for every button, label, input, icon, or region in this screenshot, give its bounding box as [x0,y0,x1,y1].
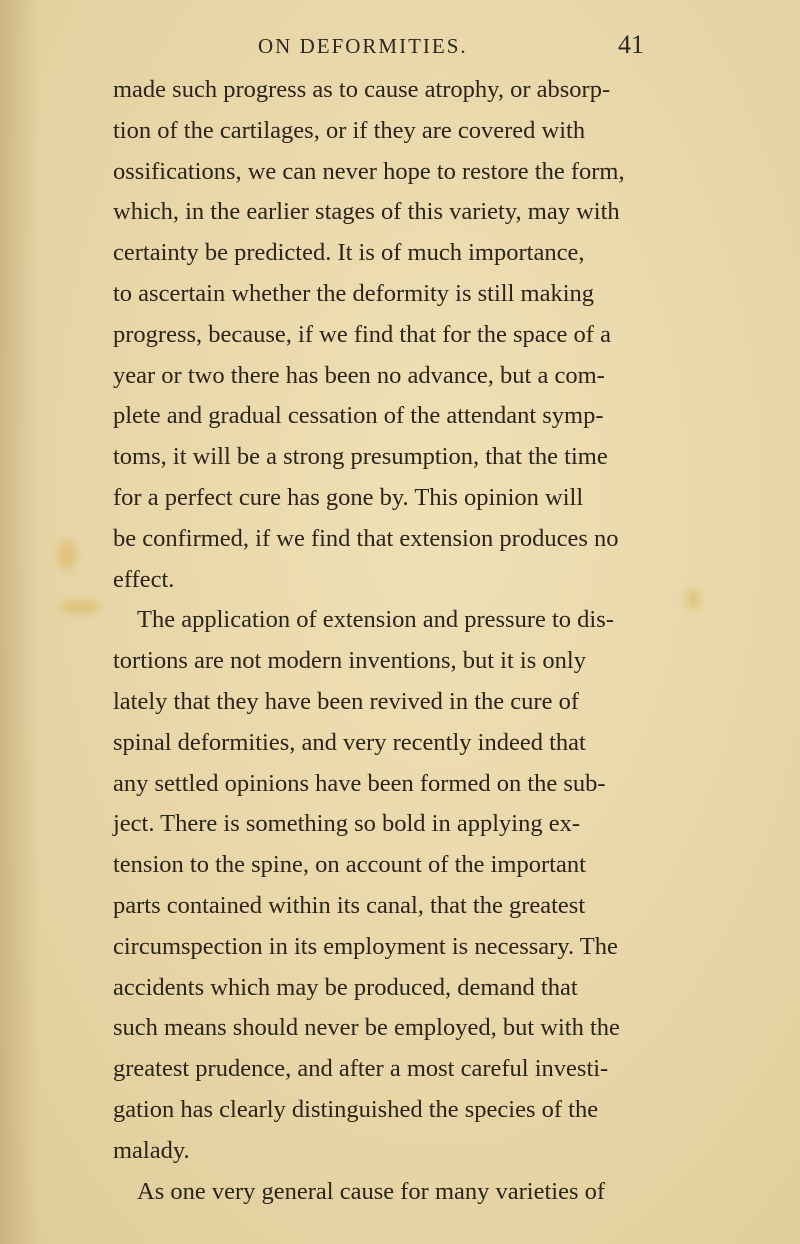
text-line: ject. There is something so bold in applying ex- [113,810,581,838]
page-number: 41 [618,30,644,59]
text-line: lately that they have been revived in the cure of [113,687,579,715]
text-line: plete and gradual cessation of the attendant symp- [113,402,604,430]
text-line: for a perfect cure has gone by. This opinion will [113,483,584,511]
running-head: ON DEFORMITIES. [258,34,468,58]
text-line: tortions are not modern inventions, but it is only [113,647,586,675]
text-line: such means should never be employed, but with the [113,1014,620,1042]
text-line: tension to the spine, on account of the important [113,851,586,879]
text-line: tion of the cartilages, or if they are covered with [113,116,586,144]
text-line: parts contained within its canal, that the greatest [113,891,586,919]
text-line: malady. [113,1136,190,1164]
paragraph-start-line: The application of extension and pressure to dis- [137,606,614,634]
text-line: be confirmed, if we find that extension produces no [113,524,619,552]
text-line: greatest prudence, and after a most careful investi- [113,1055,609,1083]
paper-stain [58,540,76,570]
text-line: accidents which may be produced, demand that [113,973,578,1001]
text-line: ossifications, we can never hope to restore the form, [113,157,625,185]
text-line: spinal deformities, and very recently indeed that [113,728,586,756]
text-line: toms, it will be a strong presumption, that the time [113,443,608,471]
paragraph-start-line: As one very general cause for many varieties of [137,1177,606,1205]
text-line: effect. [113,565,175,593]
text-line: any settled opinions have been formed on the sub- [113,769,606,797]
text-line: progress, because, if we find that for the space of a [113,320,611,348]
text-line: year or two there has been no advance, but a com- [113,361,605,389]
page-gutter-shadow [0,0,40,1244]
text-line: made such progress as to cause atrophy, or absorp- [113,76,611,103]
body-text [113,70,713,1212]
text-line: which, in the earlier stages of this variety, may with [113,198,620,226]
text-line: to ascertain whether the deformity is still making [113,279,595,307]
paper-stain [60,600,100,614]
text-line: gation has clearly distinguished the species of the [113,1095,599,1123]
text-line: certainty be predicted. It is of much importance, [113,239,585,267]
text-line: circumspection in its employment is necessary. The [113,932,618,960]
page-header [0,30,800,66]
